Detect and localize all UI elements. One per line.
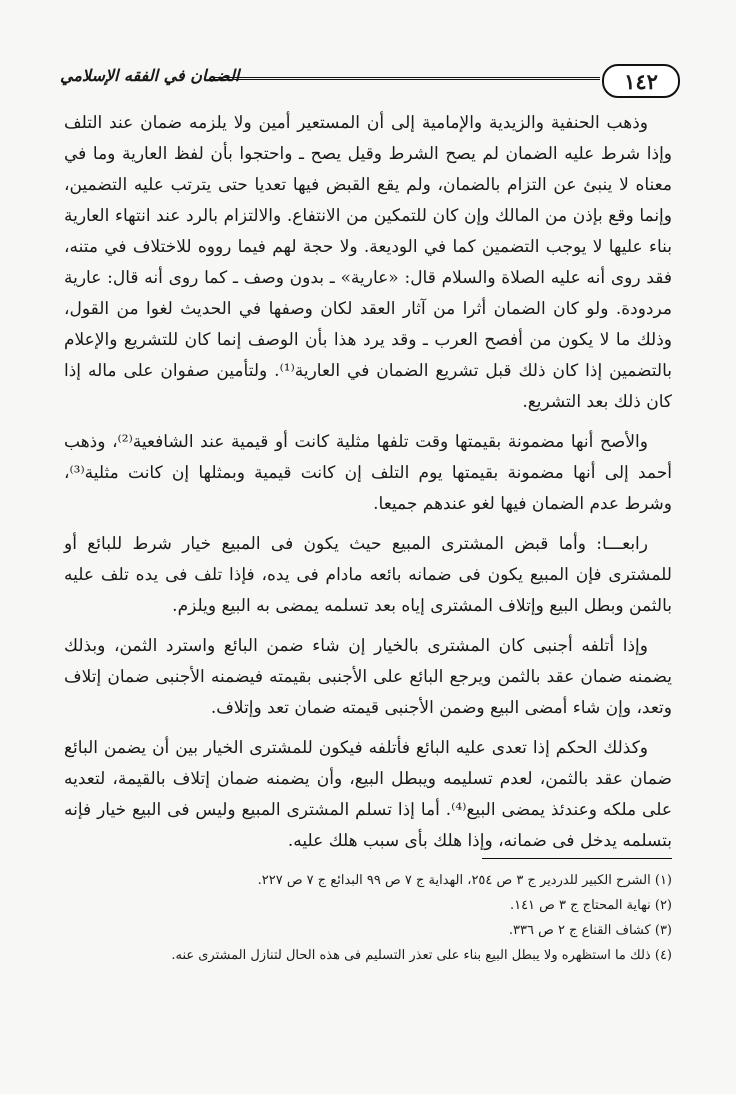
- running-title: الضمان في الفقه الإسلامي: [60, 66, 240, 85]
- footnote: (١) الشرح الكبير للدردير ج ٣ ص ٢٥٤، الهداية ج ٧ ص ٩٩ البدائع ج ٧ ص ٢٢٧.: [257, 873, 672, 888]
- footnote: (٤) ذلك ما استظهره ولا يبطل البيع بناء على تعذر التسليم فى هذه الحال لتنازل المشترى عنه.: [171, 948, 672, 963]
- footnote-separator: [482, 858, 672, 859]
- paragraph: وإذا أتلفه أجنبى كان المشترى بالخيار إن شاء ضمن البائع واسترد الثمن، وبذلك يضمنه ضمان عقد بالثمن ويرجع البائع على الأجنبى بقيمته فيضمنه الأجنبى ضمان إتلاف وتعد، وإن شاء أمضى البيع وضمن الأجنبى قيمته ضمان تعد وإتلاف.: [64, 636, 672, 718]
- paragraph: وذهب الحنفية والزيدية والإمامية إلى أن المستعير أمين ولا يلزمه ضمان عند التلف وإذا شرط عليه الضمان لم يصح الشرط وقيل يصح ـ واحتجوا بأن لفظ العارية وما في معناه لا ينبئ عن التزام بالضمان، ولم يقع القبض فيها تعديا حتى يترتب عليه التضمين، وإنما وقع بإذن من المالك وإن كان للتمكين من الانتفاع. والالتزام بالرد عند انتهاء العارية بناء عليها لا يوجب التضمين كما في الوديعة. ولا حجة لهم فيما رووه للاختلاف في متنه، فقد روى أنه عليه الصلاة والسلام قال: «عارية» ـ بدون وصف ـ كما روى أنه قال: عارية مردودة. ولو كان الضمان أثرا من آثار العقد لكان وصفها في الحديث لغوا من القول، وذلك ما لا يكون من أفصح العرب ـ وقد يرد هذا بأن الوصف إنما كان للتشريع والإعلام بالتضمين إذا كان ذلك قبل تشريع الضمان في العارية⁽¹⁾. ولتأمين صفوان على ماله إذا كان ذلك بعد التشريع.: [64, 113, 672, 412]
- paragraph: وكذلك الحكم إذا تعدى عليه البائع فأتلفه فيكون للمشترى الخيار بين أن يضمن البائع ضمان عقد بالثمن، لعدم تسليمه ويبطل البيع، وأن يضمنه ضمان إتلاف بالقيمة، لتعديه على ملكه وعندئذ يمضى البيع⁽⁴⁾. أما إذا تسلم المشترى المبيع وليس فى البيع خيار فإنه بتسلمه يدخل فى ضمانه، وإذا هلك بأى سبب هلك عليه.: [64, 738, 672, 851]
- footnotes: [64, 868, 672, 968]
- footnote: (٢) نهاية المحتاج ج ٣ ص ١٤١.: [509, 898, 672, 913]
- main-text: [64, 108, 672, 866]
- running-header: [60, 62, 680, 96]
- page-number: ١٤٢: [624, 68, 658, 94]
- footnote: (٣) كشاف القناع ج ٢ ص ٣٣٦.: [508, 923, 672, 938]
- header-rule: [210, 77, 600, 80]
- paragraph: والأصح أنها مضمونة بقيمتها وقت تلفها مثلية كانت أو قيمية عند الشافعية⁽²⁾، وذهب أحمد إلى أنها مضمونة بقيمتها يوم التلف إن كانت قيمية وبمثلها إن كانت مثلية⁽³⁾، وشرط عدم الضمان فيها لغو عندهم جميعا.: [64, 432, 672, 514]
- paragraph: رابعـــا: وأما قبض المشترى المبيع حيث يكون فى المبيع خيار شرط للبائع أو للمشترى فإن المبيع يكون فى ضمانه بائعه مادام فى يده، فإذا تلف فى يده تلف عليه بالثمن وبطل البيع وإتلاف المشترى إياه بعد تسلمه يمضى به البيع ويلزم.: [64, 534, 672, 616]
- page-number-badge: [602, 64, 680, 98]
